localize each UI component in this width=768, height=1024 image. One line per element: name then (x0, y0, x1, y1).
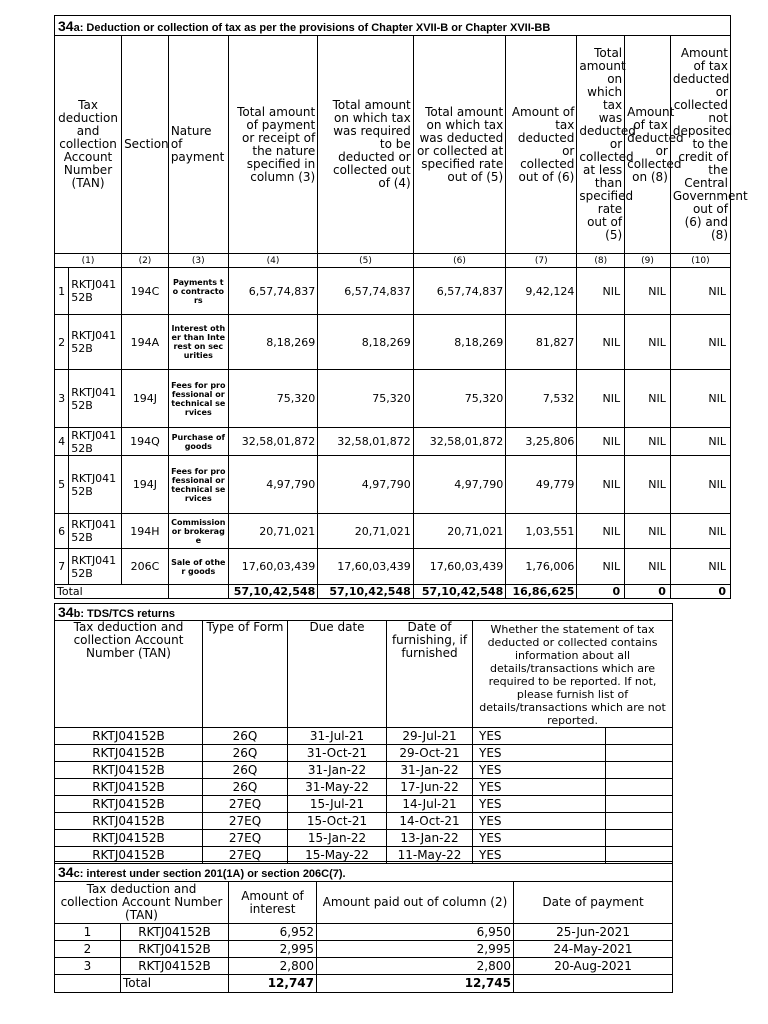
table-row (55, 779, 673, 796)
col10-cell: NIL (670, 315, 730, 370)
colnum: (6) (413, 254, 505, 268)
table-row (55, 958, 673, 975)
col8-cell: NIL (577, 428, 625, 456)
nature-cell: Interest other than Interest on securities (168, 315, 228, 370)
col9-cell: NIL (625, 549, 671, 585)
paid-cell: 6,950 (317, 924, 514, 941)
due-date-cell: 15-Oct-21 (288, 813, 387, 830)
tan-cell: RKTJ04152B (69, 549, 122, 585)
status-cell: YES (473, 728, 606, 745)
col6-cell: 6,57,74,837 (413, 268, 505, 315)
col6-cell: 32,58,01,872 (413, 428, 505, 456)
table-row (55, 456, 731, 514)
row-number: 5 (55, 456, 69, 514)
col5-cell: 32,58,01,872 (318, 428, 414, 456)
header-nature: Nature of payment (168, 36, 228, 254)
row-number: 4 (55, 428, 69, 456)
row-number: 3 (55, 370, 69, 428)
total-label-c: Total (121, 975, 229, 993)
table-row (55, 370, 731, 428)
tan-cell: RKTJ04152B (55, 728, 203, 745)
colnum: (5) (318, 254, 414, 268)
section-cell: 194C (122, 268, 169, 315)
tan-cell: RKTJ04152B (121, 941, 229, 958)
nature-cell: Fees for professional or technical services (168, 370, 228, 428)
section-cell: 194J (122, 456, 169, 514)
table-row (55, 728, 673, 745)
tan-cell: RKTJ04152B (69, 370, 122, 428)
col9-cell: NIL (625, 456, 671, 514)
col10-cell: NIL (670, 549, 730, 585)
col7-cell: 1,76,006 (506, 549, 577, 585)
col8-cell: NIL (577, 268, 625, 315)
col7-cell: 3,25,806 (506, 428, 577, 456)
form-type-cell: 26Q (203, 779, 288, 796)
furnished-date-cell: 14-Oct-21 (387, 813, 473, 830)
tan-cell: RKTJ04152B (55, 847, 203, 864)
header-col5: Total amount on which tax was required to be deducted or collected out of (4) (318, 36, 414, 254)
col5-cell: 8,18,269 (318, 315, 414, 370)
tan-cell: RKTJ04152B (69, 514, 122, 549)
col9-cell: NIL (625, 514, 671, 549)
col8-cell: NIL (577, 514, 625, 549)
header-statement-status: Whether the statement of tax deducted or collected contains information about all details/transactions which are required to be reported. If not, please furnish list of details/transactions which are not reported. (473, 621, 673, 728)
table-row (55, 941, 673, 958)
table-row (55, 830, 673, 847)
header-col10: Amount of tax deducted or collected not deposited to the credit of the Central Government out of (6) and (8) (670, 36, 730, 254)
header-form-type: Type of Form (203, 621, 288, 728)
header-amount-paid: Amount paid out of column (2) (317, 882, 514, 924)
nature-cell: Payments to contractors (168, 268, 228, 315)
date-cell: 25-Jun-2021 (514, 924, 673, 941)
total-col7: 16,86,625 (506, 585, 577, 599)
table-row (55, 549, 731, 585)
total-col8: 0 (577, 585, 625, 599)
row-number: 2 (55, 941, 121, 958)
colnum: (8) (577, 254, 625, 268)
table-row (55, 268, 731, 315)
header-col4: Total amount of payment or receipt of the nature specified in column (3) (228, 36, 317, 254)
form-type-cell: 27EQ (203, 796, 288, 813)
colnum: (1) (55, 254, 122, 268)
paid-cell: 2,800 (317, 958, 514, 975)
nature-cell: Sale of other goods (168, 549, 228, 585)
col5-cell: 4,97,790 (318, 456, 414, 514)
tan-cell: RKTJ04152B (55, 796, 203, 813)
date-cell: 20-Aug-2021 (514, 958, 673, 975)
total-row-34c (55, 975, 673, 993)
table-row (55, 924, 673, 941)
total-row-34a (55, 585, 731, 599)
col8-cell: NIL (577, 315, 625, 370)
header-interest: Amount of interest (229, 882, 317, 924)
table-34b (54, 603, 673, 864)
status-cell: YES (473, 813, 606, 830)
due-date-cell: 15-May-22 (288, 847, 387, 864)
total-interest: 12,747 (229, 975, 317, 993)
section-cell: 194J (122, 370, 169, 428)
tan-cell: RKTJ04152B (55, 779, 203, 796)
header-due-date: Due date (288, 621, 387, 728)
header-tan-b: Tax deduction and collection Account Number (TAN) (55, 621, 203, 728)
row-number: 3 (55, 958, 121, 975)
col9-cell: NIL (625, 370, 671, 428)
col6-cell: 17,60,03,439 (413, 549, 505, 585)
table-row (55, 428, 731, 456)
section-34c-title: 34c: interest under section 201(1A) or section 206C(7). (55, 862, 673, 882)
empty-cell (606, 728, 673, 745)
header-col7: Amount of tax deducted or collected out of (6) (506, 36, 577, 254)
empty-cell (606, 830, 673, 847)
form-type-cell: 27EQ (203, 813, 288, 830)
empty-cell (606, 779, 673, 796)
due-date-cell: 15-Jan-22 (288, 830, 387, 847)
col7-cell: 81,827 (506, 315, 577, 370)
row-number: 2 (55, 315, 69, 370)
furnished-date-cell: 29-Jul-21 (387, 728, 473, 745)
row-number: 1 (55, 924, 121, 941)
header-tan-c: Tax deduction and collection Account Number (TAN) (55, 882, 229, 924)
col6-cell: 4,97,790 (413, 456, 505, 514)
col4-cell: 75,320 (228, 370, 317, 428)
furnished-date-cell: 13-Jan-22 (387, 830, 473, 847)
col4-cell: 8,18,269 (228, 315, 317, 370)
col10-cell: NIL (670, 514, 730, 549)
due-date-cell: 31-Jan-22 (288, 762, 387, 779)
header-section: Section (122, 36, 169, 254)
row-number: 7 (55, 549, 69, 585)
tan-cell: RKTJ04152B (55, 813, 203, 830)
total-col4: 57,10,42,548 (228, 585, 317, 599)
due-date-cell: 31-Oct-21 (288, 745, 387, 762)
form-type-cell: 26Q (203, 728, 288, 745)
table-34a (54, 15, 748, 599)
header-col8: Total amount on which tax was deducted or collected at less than specified rate out of (5) (577, 36, 625, 254)
row-number: 1 (55, 268, 69, 315)
col5-cell: 75,320 (318, 370, 414, 428)
status-cell: YES (473, 762, 606, 779)
section-cell: 194Q (122, 428, 169, 456)
colnum: (9) (625, 254, 671, 268)
tan-cell: RKTJ04152B (55, 745, 203, 762)
total-paid: 12,745 (317, 975, 514, 993)
nature-cell: Commission or brokerage (168, 514, 228, 549)
interest-cell: 6,952 (229, 924, 317, 941)
header-date-furnished: Date of furnishing, if furnished (387, 621, 473, 728)
table-34c (54, 861, 673, 993)
col7-cell: 1,03,551 (506, 514, 577, 549)
col4-cell: 32,58,01,872 (228, 428, 317, 456)
nature-cell: Purchase of goods (168, 428, 228, 456)
furnished-date-cell: 29-Oct-21 (387, 745, 473, 762)
total-col5: 57,10,42,548 (318, 585, 414, 599)
furnished-date-cell: 14-Jul-21 (387, 796, 473, 813)
col9-cell: NIL (625, 315, 671, 370)
col7-cell: 49,779 (506, 456, 577, 514)
tan-cell: RKTJ04152B (69, 428, 122, 456)
col6-cell: 8,18,269 (413, 315, 505, 370)
section-34b-title: 34b: TDS/TCS returns (55, 604, 673, 621)
furnished-date-cell: 31-Jan-22 (387, 762, 473, 779)
table-row (55, 762, 673, 779)
col9-cell: NIL (625, 268, 671, 315)
interest-cell: 2,995 (229, 941, 317, 958)
paid-cell: 2,995 (317, 941, 514, 958)
tan-cell: RKTJ04152B (121, 958, 229, 975)
col10-cell: NIL (670, 268, 730, 315)
date-cell: 24-May-2021 (514, 941, 673, 958)
table-row (55, 745, 673, 762)
table-row (55, 514, 731, 549)
col5-cell: 20,71,021 (318, 514, 414, 549)
table-row (55, 315, 731, 370)
form-type-cell: 26Q (203, 762, 288, 779)
status-cell: YES (473, 796, 606, 813)
total-label: Total (55, 585, 169, 599)
header-date-payment: Date of payment (514, 882, 673, 924)
col10-cell: NIL (670, 370, 730, 428)
col4-cell: 4,97,790 (228, 456, 317, 514)
total-col9: 0 (625, 585, 671, 599)
form-type-cell: 27EQ (203, 847, 288, 864)
interest-cell: 2,800 (229, 958, 317, 975)
colnum: (7) (506, 254, 577, 268)
section-cell: 206C (122, 549, 169, 585)
empty-cell (606, 796, 673, 813)
nature-cell: Fees for professional or technical services (168, 456, 228, 514)
total-date-empty (514, 975, 673, 993)
tan-cell: RKTJ04152B (69, 268, 122, 315)
col5-cell: 6,57,74,837 (318, 268, 414, 315)
due-date-cell: 15-Jul-21 (288, 796, 387, 813)
col9-cell: NIL (625, 428, 671, 456)
status-cell: YES (473, 847, 606, 864)
col8-cell: NIL (577, 456, 625, 514)
col7-cell: 9,42,124 (506, 268, 577, 315)
empty-cell (606, 762, 673, 779)
row-number: 6 (55, 514, 69, 549)
total-col6: 57,10,42,548 (413, 585, 505, 599)
table-row (55, 813, 673, 830)
col4-cell: 20,71,021 (228, 514, 317, 549)
col7-cell: 7,532 (506, 370, 577, 428)
due-date-cell: 31-Jul-21 (288, 728, 387, 745)
total-col10: 0 (670, 585, 730, 599)
status-cell: YES (473, 830, 606, 847)
form-type-cell: 26Q (203, 745, 288, 762)
empty-cell (606, 745, 673, 762)
due-date-cell: 31-May-22 (288, 779, 387, 796)
col6-cell: 75,320 (413, 370, 505, 428)
col8-cell: NIL (577, 370, 625, 428)
colnum: (3) (168, 254, 228, 268)
col4-cell: 6,57,74,837 (228, 268, 317, 315)
form-type-cell: 27EQ (203, 830, 288, 847)
colnum: (10) (670, 254, 730, 268)
col8-cell: NIL (577, 549, 625, 585)
section-cell: 194H (122, 514, 169, 549)
tan-cell: RKTJ04152B (55, 762, 203, 779)
colnum: (2) (122, 254, 169, 268)
section-cell: 194A (122, 315, 169, 370)
furnished-date-cell: 11-May-22 (387, 847, 473, 864)
status-cell: YES (473, 745, 606, 762)
header-col9: Amount of tax deducted or collected on (8) (625, 36, 671, 254)
total-empty (55, 975, 121, 993)
furnished-date-cell: 17-Jun-22 (387, 779, 473, 796)
table-row (55, 796, 673, 813)
col10-cell: NIL (670, 456, 730, 514)
total-nature (168, 585, 228, 599)
tan-cell: RKTJ04152B (55, 830, 203, 847)
header-col6: Total amount on which tax was deducted or collected at specified rate out of (5) (413, 36, 505, 254)
header-tan: Tax deduction and collection Account Number (TAN) (55, 36, 122, 254)
tan-cell: RKTJ04152B (121, 924, 229, 941)
empty-cell (606, 813, 673, 830)
col10-cell: NIL (670, 428, 730, 456)
status-cell: YES (473, 779, 606, 796)
col5-cell: 17,60,03,439 (318, 549, 414, 585)
tan-cell: RKTJ04152B (69, 315, 122, 370)
section-34a-title: 34a: Deduction or collection of tax as per the provisions of Chapter XVII-B or Chapter XVII-BB (55, 16, 731, 36)
colnum: (4) (228, 254, 317, 268)
col6-cell: 20,71,021 (413, 514, 505, 549)
tan-cell: RKTJ04152B (69, 456, 122, 514)
col4-cell: 17,60,03,439 (228, 549, 317, 585)
